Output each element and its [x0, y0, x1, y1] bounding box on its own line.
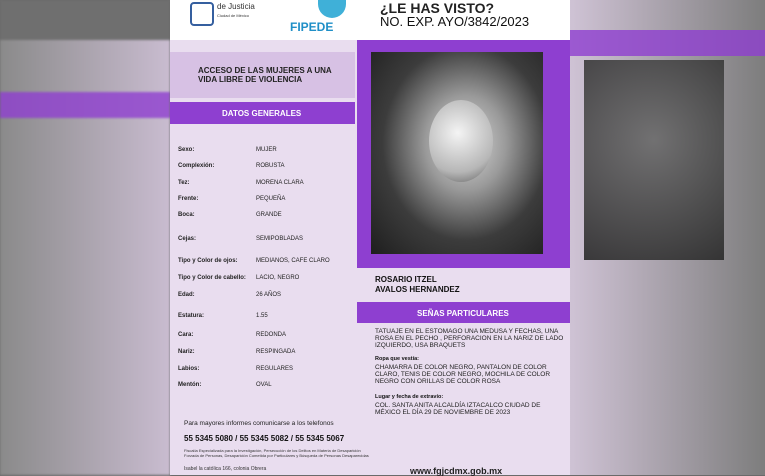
field-value: SEMIPOBLADAS — [256, 236, 304, 242]
poster-title: ¿LE HAS VISTO? — [380, 0, 495, 16]
background-left-blur — [0, 0, 170, 475]
field-label: Cara: — [178, 332, 194, 338]
field-value: PEQUEÑA — [256, 196, 286, 202]
field-value: OVAL — [256, 382, 272, 388]
field-value: REGULARES — [256, 366, 294, 372]
senas-particulares-header: SEÑAS PARTICULARES — [357, 302, 570, 323]
field-value: GRANDE — [256, 212, 282, 218]
field-label: Sexo: — [178, 147, 195, 153]
field-label: Cejas: — [178, 236, 197, 242]
field-label: Complexión: — [178, 163, 215, 169]
person-name: ROSARIO ITZEL AVALOS HERNANDEZ — [375, 275, 460, 294]
ropa-heading: Ropa que vestía: — [375, 356, 420, 362]
ropa-text: CHAMARRA DE COLOR NEGRO, PANTALON DE COLOR CLARO, TENIS DE COLOR NEGRO, MOCHILA DE COLOR NEGRO CON ORILLAS DE COLOR ROSA — [375, 364, 551, 385]
field-value: MEDIANOS, CAFE CLARO — [256, 258, 330, 264]
field-label: Nariz: — [178, 349, 195, 355]
address: Isabel la católica 166, colonia Obrera — [184, 466, 267, 472]
field-value: REDONDA — [256, 332, 287, 338]
fipede-logo-icon — [318, 0, 346, 18]
field-value: RESPINGADA — [256, 349, 296, 355]
access-banner: ACCESO DE LAS MUJERES A UNA VIDA LIBRE DE VIOLENCIA — [170, 52, 355, 98]
field-label: Frente: — [178, 196, 199, 202]
field-label: Tez: — [178, 180, 190, 186]
missing-person-poster — [170, 0, 570, 475]
fiscalia-small-print: Fiscalía Especializada para la Investigación, Persecución de los Delitos en Materia de Desaparición Forzada de Personas, Desaparición Cometida por Particulares y Búsqueda de Personas Desaparecidas — [184, 448, 369, 458]
lugar-heading: Lugar y fecha de extravío: — [375, 394, 444, 400]
field-label: Estatura: — [178, 313, 205, 319]
field-label: Edad: — [178, 292, 195, 298]
datos-generales-header: DATOS GENERALES — [170, 102, 355, 124]
website-url: www.fgjcdmx.gob.mx — [410, 466, 503, 476]
field-value: MORENA CLARA — [256, 180, 304, 186]
field-value: ROBUSTA — [256, 163, 285, 169]
fiscalia-logo-icon — [190, 2, 214, 26]
fipede-label: FIPEDE — [290, 20, 334, 34]
poster-header — [170, 0, 570, 40]
field-label: Mentón: — [178, 382, 202, 388]
lugar-text: COL. SANTA ANITA ALCALDÍA IZTACALCO CIUDAD DE MÉXICO EL DÍA 29 DE NOVIEMBRE DE 2023 — [375, 402, 541, 416]
field-label: Tipo y Color de ojos: — [178, 258, 238, 264]
field-value: MUJER — [256, 147, 277, 153]
background-right-blur — [570, 0, 765, 475]
contact-text: Para mayores informes comunicarse a los telefonos — [184, 420, 334, 427]
field-value: 26 AÑOS — [256, 292, 282, 298]
expediente-number: NO. EXP. AYO/3842/2023 — [380, 14, 530, 29]
photo-frame — [357, 40, 570, 268]
field-value: 1.55 — [256, 313, 268, 319]
field-label: Labios: — [178, 366, 200, 372]
field-label: Tipo y Color de cabello: — [178, 275, 246, 281]
missing-person-photo — [371, 52, 543, 254]
senas-text: TATUAJE EN EL ESTOMAGO UNA MEDUSA Y FECHAS, UNA ROSA EN EL PECHO , PERFORACION EN LA NARIZ DE LADO IZQUIERDO, USA BRAQUETS — [375, 328, 564, 349]
field-value: LACIO, NEGRO — [256, 275, 300, 281]
field-label: Boca: — [178, 212, 195, 218]
phone-numbers: 55 5345 5080 / 55 5345 5082 / 55 5345 5067 — [184, 434, 345, 443]
logo-text: de Justicia Ciudad de México — [217, 2, 255, 18]
face-image — [429, 100, 493, 182]
